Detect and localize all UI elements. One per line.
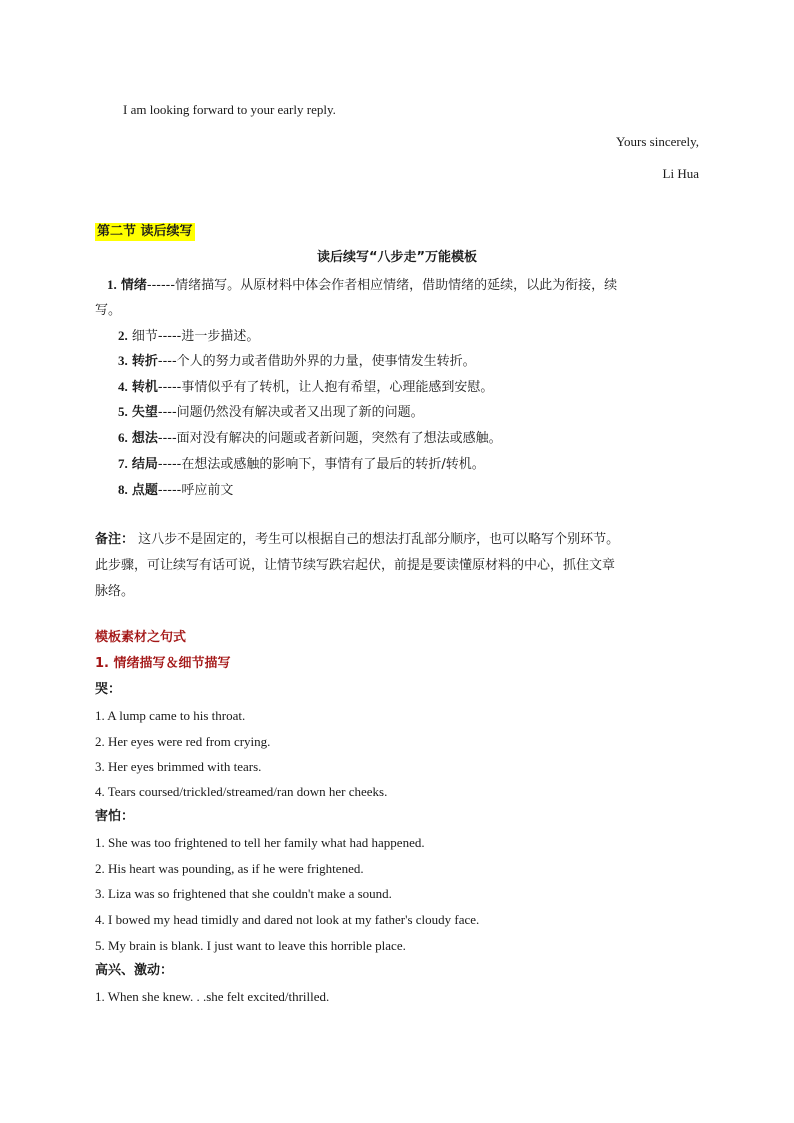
step-number: 3.	[118, 353, 128, 368]
step-term: 情绪	[120, 278, 147, 293]
step-desc: 在想法或感触的影响下，事情有了最后的转折/转机。	[181, 457, 485, 472]
list-item: 1. When she knew. . .she felt excited/thrilled.	[95, 989, 330, 1004]
step-term: 转折	[131, 354, 158, 369]
note-text: 这八步不是固定的，考生可以根据自己的想法打乱部分顺序，也可以略写个别环节。	[138, 532, 620, 547]
step-desc: 个人的努力或者借助外界的力量，使事情发生转折。	[176, 354, 476, 369]
step-item	[118, 403, 424, 422]
step-item	[118, 455, 485, 474]
step-desc: 呼应前文	[181, 483, 234, 498]
list-item: 2. Her eyes were red from crying.	[95, 734, 271, 749]
list-item: 4. I bowed my head timidly and dared not look at my father's cloudy face.	[95, 912, 480, 927]
list-item: 1. A lump came to his throat.	[95, 708, 246, 723]
letter-signature: Li Hua	[662, 166, 699, 181]
step-desc: 事情似乎有了转机，让人抱有希望，心理能感到安慰。	[181, 380, 494, 395]
step-term: 想法	[131, 431, 158, 446]
step-number: 8.	[118, 482, 128, 497]
materials-heading: 模板素材之句式	[95, 630, 187, 645]
list-item: 2. His heart was pounding, as if he were frightened.	[95, 861, 364, 876]
letter-sign-off: Yours sincerely,	[615, 134, 699, 149]
letter-closing-line: I am looking forward to your early reply.	[123, 102, 336, 117]
step-dashes: -----	[157, 380, 182, 395]
list-item: 3. Liza was so frightened that she couldn't make a sound.	[95, 886, 392, 901]
step-number: 5.	[118, 404, 128, 419]
list-item: 3. Her eyes brimmed with tears.	[95, 759, 262, 774]
step-term: 点题	[131, 483, 158, 498]
step-number: 2.	[118, 328, 128, 343]
step-item-continuation: 写。	[95, 303, 122, 318]
step-dashes: -----	[157, 329, 182, 344]
group-label-fear: 害怕：	[95, 809, 135, 824]
step-item	[118, 429, 502, 448]
step-dashes: ----	[157, 431, 177, 446]
step-term: 细节	[131, 329, 158, 344]
step-dashes: ----	[157, 405, 177, 420]
step-item	[107, 276, 617, 295]
section-title: 读后续写“八步走”万能模板	[316, 250, 478, 265]
note-label: 备注：	[95, 532, 135, 547]
materials-sub-heading: 1. 情绪描写＆细节描写	[95, 656, 231, 671]
step-term: 结局	[131, 457, 158, 472]
step-desc: 情绪描写。从原材料中体会作者相应情绪，借助情绪的延续，以此为衔接，续	[175, 278, 618, 293]
step-item	[118, 378, 493, 397]
note-paragraph-line	[95, 531, 619, 549]
note-paragraph-line: 脉络。	[95, 584, 135, 599]
step-desc: 问题仍然没有解决或者又出现了新的问题。	[176, 405, 424, 420]
step-dashes: -----	[157, 457, 182, 472]
step-dashes: ----	[157, 354, 177, 369]
step-term: 失望	[131, 405, 158, 420]
list-item: 5. My brain is blank. I just want to leave this horrible place.	[95, 938, 406, 953]
group-label-crying: 哭：	[95, 682, 122, 697]
step-number: 7.	[118, 456, 128, 471]
step-term: 转机	[131, 380, 158, 395]
step-item	[118, 327, 259, 346]
step-number: 4.	[118, 379, 128, 394]
list-item: 1. She was too frightened to tell her family what had happened.	[95, 835, 425, 850]
group-label-happy: 高兴、激动：	[95, 963, 174, 978]
list-item: 4. Tears coursed/trickled/streamed/ran down her cheeks.	[95, 784, 388, 799]
step-dashes: ------	[146, 278, 176, 293]
step-item	[118, 481, 233, 500]
step-item	[118, 352, 476, 371]
step-desc: 面对没有解决的问题或者新问题，突然有了想法或感触。	[176, 431, 502, 446]
step-number: 1.	[107, 277, 117, 292]
step-dashes: -----	[157, 483, 182, 498]
step-desc: 进一步描述。	[181, 329, 260, 344]
note-paragraph-line: 此步骤，可让续写有话可说，让情节续写跌宕起伏，前提是要读懂原材料的中心，抓住文章	[95, 558, 616, 573]
step-number: 6.	[118, 430, 128, 445]
section-heading: 第二节 读后续写	[97, 224, 193, 239]
